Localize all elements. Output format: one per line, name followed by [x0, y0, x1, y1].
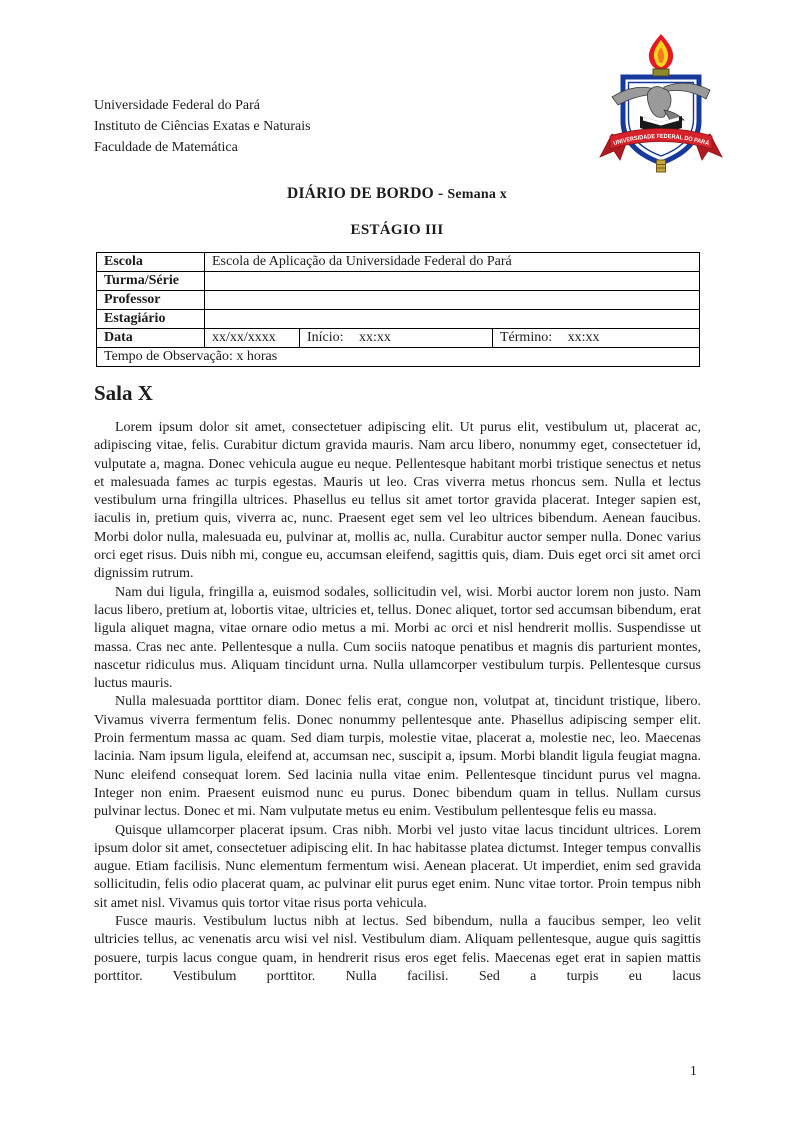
row-value-estagiario: [205, 310, 700, 329]
inicio-label: Início:: [307, 330, 344, 345]
table-row-data: [97, 329, 700, 348]
paragraph: Nulla malesuada porttitor diam. Donec felis erat, congue non, volutpat at, tincidunt tristique, libero. Vivamus viverra fermentum felis. Donec nonummy pellentesque ante. Phasellus adipiscing semper elit. Proin fermentum massa ac quam. Sed diam turpis, molestie vitae, placerat a, molestie nec, leo. Maecenas lacinia. Nam ipsum ligula, eleifend at, accumsan nec, suscipit a, ipsum. Morbi blandit ligula feugiat magna. Nunc eleifend consequat lorem. Sed lacinia nulla vitae enim. Pellentesque tincidunt purus vel magna. Integer non enim. Praesent euismod nunc eu purus. Donec bibendum quam in tellus. Nullam cursus pulvinar lectus. Donec et mi. Nam vulputate metus eu enim. Vestibulum pellentesque felis eu massa.: [94, 694, 701, 820]
faculty-name: Faculdade de Matemática: [94, 140, 238, 155]
document-title: [0, 185, 794, 203]
row-label-estagiario: Estagiário: [97, 310, 205, 329]
row-value-professor: [205, 291, 700, 310]
tempo-observacao-cell: [97, 348, 700, 367]
title-suffix: Semana x: [447, 187, 507, 202]
row-label-professor: Professor: [97, 291, 205, 310]
row-label-turma: Turma/Série: [97, 272, 205, 291]
tempo-observacao-label: Tempo de Observação:: [104, 349, 233, 364]
table-row-estagiario: [97, 310, 700, 329]
logo-torch-flame-icon: [649, 34, 673, 76]
row-value-turma: [205, 272, 700, 291]
paragraph: Nam dui ligula, fringilla a, euismod sodales, sollicitudin vel, wisi. Morbi auctor lorem non justo. Nam lacus libero, pretium at, lobortis vitae, ultricies et, tellus. Donec aliquet, tortor sed accumsan bibendum, erat ligula aliquet magna, vitae ornare odio metus a mi. Morbi ac orci et nisl hendrerit mollis. Suspendisse ut massa. Cras nec ante. Pellentesque a nulla. Cum sociis natoque penatibus et magnis dis parturient montes, nascetur ridiculus mus. Aliquam tincidunt urna. Nulla ullamcorper vestibulum turpis. Pellentesque cursus luctus mauris.: [94, 584, 701, 692]
document-subtitle: ESTÁGIO III: [350, 222, 444, 238]
logo-handle: [657, 160, 666, 172]
table-row-professor: [97, 291, 700, 310]
table-row-turma: [97, 272, 700, 291]
termino-label: Término:: [500, 330, 553, 345]
section-heading: Sala X: [94, 381, 153, 405]
inicio-cell: [300, 329, 493, 348]
termino-cell: [493, 329, 700, 348]
institution-header: [94, 95, 311, 158]
inicio-value: xx:xx: [359, 330, 391, 345]
tempo-observacao-value: x horas: [236, 349, 278, 364]
title-main: DIÁRIO DE BORDO -: [287, 185, 444, 202]
row-label-escola: Escola: [97, 253, 205, 272]
paragraph: Fusce mauris. Vestibulum luctus nibh at lectus. Sed bibendum, nulla a faucibus semper, leo velit ultricies tellus, ac venenatis arcu wisi vel nisl. Vestibulum diam. Aliquam pellentesque, augue quis sagittis posuere, turpis lacus congue quam, in hendrerit risus eros eget felis. Maecenas eget erat in sapien mattis porttitor. Vestibulum porttitor. Nulla facilisi. Sed a turpis eu lacus: [94, 914, 701, 984]
table-row-escola: [97, 253, 700, 272]
row-label-data: Data: [97, 329, 205, 348]
ufpa-crest-logo: [596, 30, 726, 175]
row-value-escola: Escola de Aplicação da Universidade Federal do Pará: [205, 253, 700, 272]
institute-name: Instituto de Ciências Exatas e Naturais: [94, 119, 311, 134]
logo-banner-text: UNIVERSIDADE FEDERAL DO PARÁ: [612, 133, 711, 148]
body-text: [94, 419, 701, 1065]
table-row-tempo-observacao: [97, 348, 700, 367]
info-table: [96, 252, 700, 367]
termino-value: xx:xx: [567, 330, 600, 345]
paragraph: Lorem ipsum dolor sit amet, consectetuer adipiscing elit. Ut purus elit, vestibulum ut, placerat ac, adipiscing vitae, felis. Curabitur dictum gravida mauris. Nam arcu libero, nonummy eget, consectetuer id, vulputate a, magna. Donec vehicula augue eu neque. Pellentesque habitant morbi tristique senectus et netus et malesuada fames ac turpis egestas. Mauris ut leo. Cras viverra metus rhoncus sem. Nulla et lectus vestibulum urna fringilla ultrices. Phasellus eu tellus sit amet tortor gravida placerat. Integer sapien est, iaculis in, pretium quis, viverra ac, nunc. Praesent eget sem vel leo ultrices bibendum. Aenean faucibus. Morbi dolor nulla, malesuada eu, pulvinar at, mollis ac, nulla. Curabitur auctor semper nulla. Donec varius orci eget risus. Duis nibh mi, congue eu, accumsan eleifend, sagittis quis, diam. Duis eget orci sit amet orci dignissim rutrum.: [94, 420, 701, 582]
date-value: xx/xx/xxxx: [205, 329, 300, 348]
institution-name: Universidade Federal do Pará: [94, 98, 260, 113]
page-number: 1: [690, 1063, 697, 1078]
paragraph: Quisque ullamcorper placerat ipsum. Cras nibh. Morbi vel justo vitae lacus tincidunt ultrices. Lorem ipsum dolor sit amet, consectetuer adipiscing elit. In hac habitasse platea dictumst. Integer tempus convallis augue. Etiam facilisis. Nunc elementum fermentum wisi. Aenean placerat. Ut imperdiet, enim sed gravida sollicitudin, felis odio placerat quam, ac pulvinar elit purus eget enim. Nunc vitae tortor. Proin tempus nibh sit amet nisl. Vivamus quis tortor vitae risus porta vehicula.: [94, 822, 701, 911]
